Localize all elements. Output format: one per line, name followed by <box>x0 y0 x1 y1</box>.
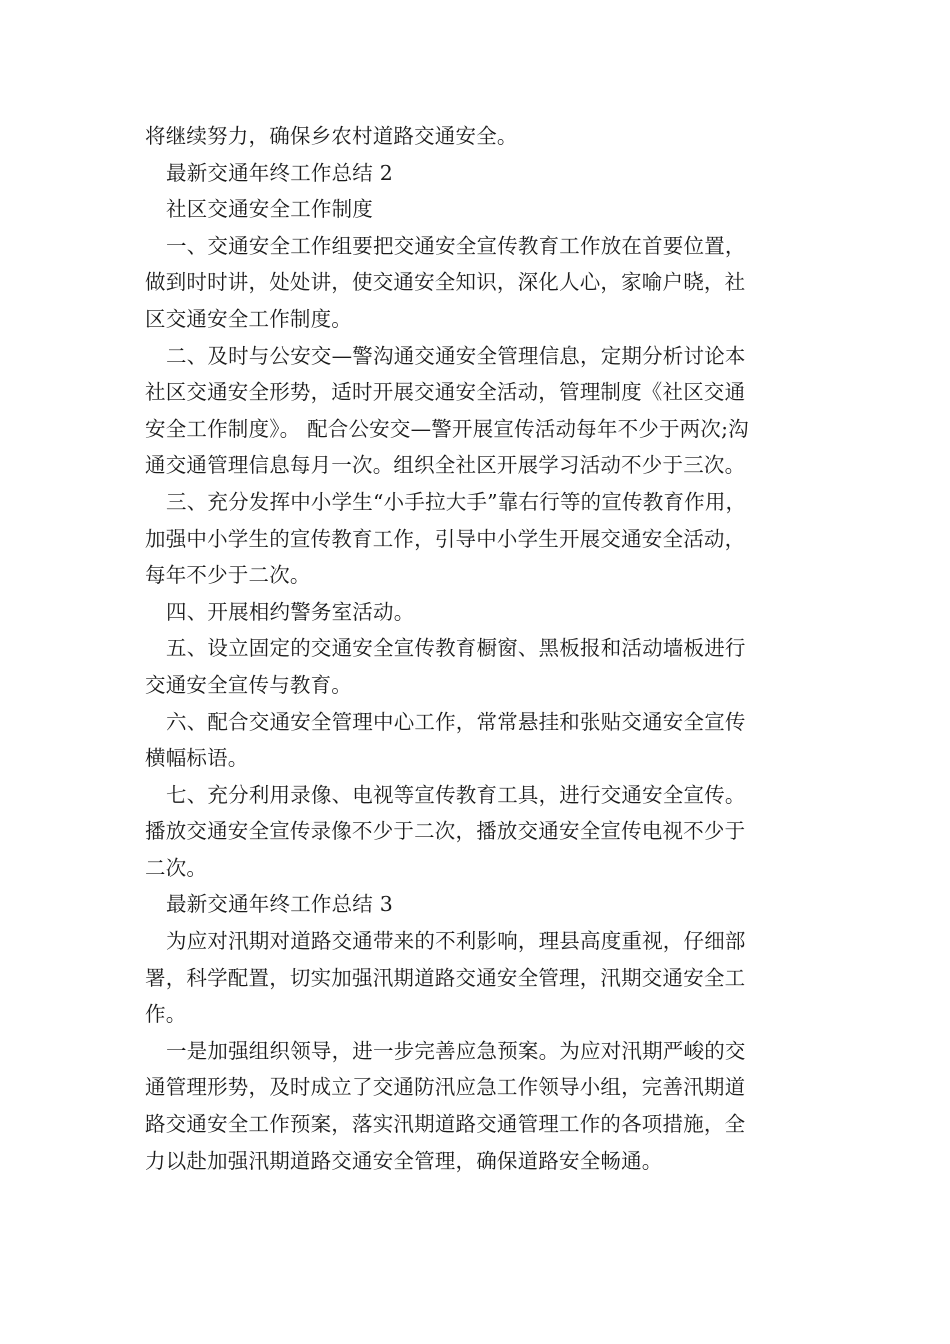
text-line: 力以赴加强汛期道路交通安全管理，确保道路安全畅通。 <box>145 1148 663 1173</box>
text-line: 安全工作制度》。 配合公安交—警开展宣传活动每年不少于两次;沟 <box>145 416 749 441</box>
text-line: 每年不少于二次。 <box>145 563 311 588</box>
text-line: 通管理形势，及时成立了交通防汛应急工作领导小组，完善汛期道 <box>145 1075 746 1100</box>
text-line: 四、开展相约警务室活动。 <box>166 599 415 624</box>
section-heading: 最新交通年终工作总结 2 <box>166 160 393 185</box>
text-line: 一是加强组织领导，进一步完善应急预案。为应对汛期严峻的交 <box>166 1038 746 1063</box>
text-line: 一、交通安全工作组要把交通安全宣传教育工作放在首要位置， <box>166 233 746 258</box>
section-heading: 最新交通年终工作总结 3 <box>166 892 393 917</box>
text-line: 七、充分利用录像、电视等宣传教育工具，进行交通安全宣传。 <box>166 782 746 807</box>
document-body <box>145 118 810 1179</box>
text-line: 为应对汛期对道路交通带来的不利影响，理县高度重视，仔细部 <box>166 929 746 954</box>
text-line: 二次。 <box>145 855 208 880</box>
text-line: 通交通管理信息每月一次。组织全社区开展学习活动不少于三次。 <box>145 453 746 478</box>
text-line: 二、及时与公安交—警沟通交通安全管理信息，定期分析讨论本 <box>166 343 746 368</box>
text-line: 将继续努力，确保乡农村道路交通安全。 <box>145 124 518 148</box>
text-line: 五、设立固定的交通安全宣传教育橱窗、黑板报和活动墙板进行 <box>166 636 746 661</box>
text-line: 做到时时讲，处处讲，使交通安全知识，深化人心，家喻户晓，社 <box>145 270 746 295</box>
text-line: 作。 <box>145 1002 187 1027</box>
text-line: 加强中小学生的宣传教育工作，引导中小学生开展交通安全活动， <box>145 526 746 551</box>
text-line: 区交通安全工作制度。 <box>145 306 352 331</box>
text-line: 路交通安全工作预案，落实汛期道路交通管理工作的各项措施，全 <box>145 1112 746 1137</box>
subsection-title: 社区交通安全工作制度 <box>166 197 373 222</box>
text-line: 署，科学配置，切实加强汛期道路交通安全管理，汛期交通安全工 <box>145 965 746 990</box>
text-line: 六、配合交通安全管理中心工作，常常悬挂和张贴交通安全宣传 <box>166 709 746 734</box>
text-line: 三、充分发挥中小学生“小手拉大手”靠右行等的宣传教育作用， <box>166 489 747 514</box>
text-line: 播放交通安全宣传录像不少于二次，播放交通安全宣传电视不少于 <box>145 819 746 844</box>
text-line: 社区交通安全形势，适时开展交通安全活动，管理制度《社区交通 <box>145 380 746 405</box>
text-line: 横幅标语。 <box>145 746 249 771</box>
text-line: 交通安全宣传与教育。 <box>145 672 352 697</box>
